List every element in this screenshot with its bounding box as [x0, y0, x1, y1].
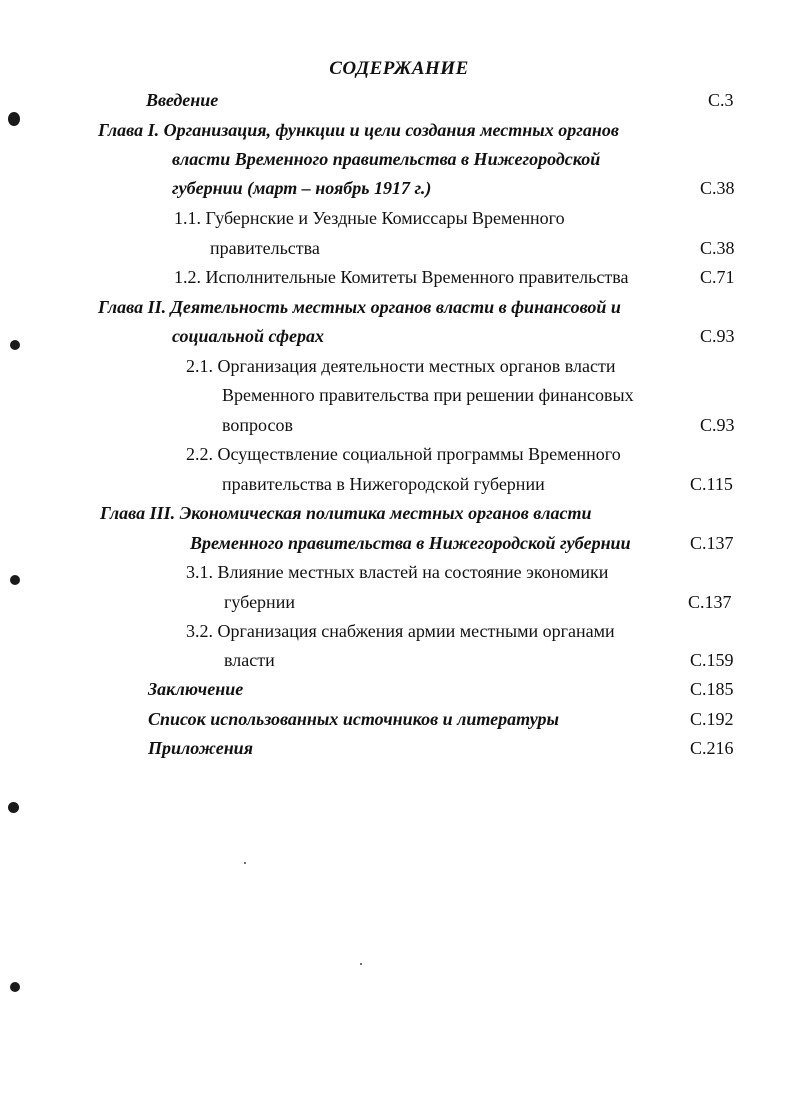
toc-section-1-2: 1.2. Исполнительные Комитеты Временного правительства [174, 267, 629, 287]
toc-chapter-2-line-2: социальной сферах [172, 326, 324, 346]
toc-section-2-2-line-1: 2.2. Осуществление социальной программы Временного [186, 444, 621, 464]
toc-section-2-1-page: С.93 [700, 415, 735, 435]
toc-appendix: Приложения [148, 738, 253, 758]
toc-chapter-1-page: С.38 [700, 178, 735, 198]
toc-sources-page: С.192 [690, 709, 734, 729]
toc-chapter-3-line-2: Временного правительства в Нижегородской губернии [190, 533, 631, 553]
toc-section-2-1-line-1: 2.1. Организация деятельности местных органов власти [186, 356, 616, 376]
toc-section-2-2-line-2: правительства в Нижегородской губернии [222, 474, 545, 494]
toc-conclusion: Заключение [148, 679, 244, 699]
toc-section-1-2-page: С.71 [700, 267, 735, 287]
toc-section-2-1-line-3: вопросов [222, 415, 293, 435]
toc-conclusion-page: С.185 [690, 679, 734, 699]
binder-hole-mark [10, 575, 20, 585]
toc-chapter-1-line-2: власти Временного правительства в Нижегородской [172, 149, 601, 169]
binder-hole-mark [10, 340, 20, 350]
binder-hole-mark [8, 802, 19, 813]
page-title: СОДЕРЖАНИЕ [329, 58, 469, 79]
toc-section-3-2-page: С.159 [690, 650, 734, 670]
toc-intro-page: С.3 [708, 90, 734, 110]
toc-chapter-3-page: С.137 [690, 533, 734, 553]
toc-section-3-1-line-1: 3.1. Влияние местных властей на состояние экономики [186, 562, 609, 582]
scan-speck [360, 963, 362, 965]
toc-section-2-2-page: С.115 [690, 474, 733, 494]
toc-section-3-2-line-1: 3.2. Организация снабжения армии местными органами [186, 621, 615, 641]
binder-hole-mark [8, 112, 20, 126]
toc-intro: Введение [146, 90, 219, 110]
toc-section-1-1-line-1: 1.1. Губернские и Уездные Комиссары Временного [174, 208, 565, 228]
toc-section-1-1-line-2: правительства [210, 238, 320, 258]
toc-section-3-2-line-2: власти [224, 650, 275, 670]
toc-appendix-page: С.216 [690, 738, 734, 758]
toc-chapter-1-line-1: Глава I. Организация, функции и цели создания местных органов [98, 120, 619, 140]
binder-hole-mark [10, 982, 20, 992]
toc-chapter-3-line-1: Глава III. Экономическая политика местных органов власти [100, 503, 592, 523]
toc-sources: Список использованных источников и литературы [148, 709, 559, 729]
toc-section-3-1-line-2: губернии [224, 592, 295, 612]
toc-section-2-1-line-2: Временного правительства при решении финансовых [222, 385, 634, 405]
toc-chapter-1-line-3: губернии (март – ноябрь 1917 г.) [172, 178, 432, 198]
toc-chapter-2-line-1: Глава II. Деятельность местных органов власти в финансовой и [98, 297, 621, 317]
toc-chapter-2-page: С.93 [700, 326, 735, 346]
toc-section-3-1-page: С.137 [688, 592, 732, 612]
toc-section-1-1-page: С.38 [700, 238, 735, 258]
scan-speck [244, 862, 246, 864]
